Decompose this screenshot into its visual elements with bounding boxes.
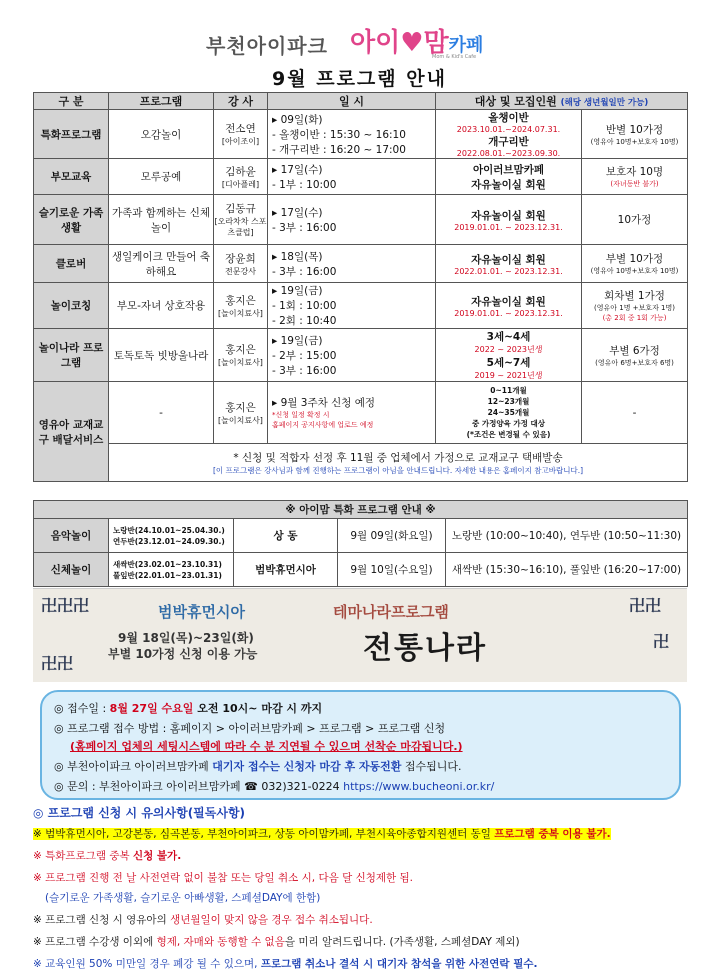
table-row	[34, 159, 688, 195]
table-note-row	[34, 444, 688, 482]
pattern-decoration: 卍	[653, 632, 670, 651]
info-date: ◎ 접수일 : 8월 27일 수요일 오전 10시~ 마감 시 까지	[54, 702, 323, 715]
row-datetime: ▸ 9월 3주차 신청 예정 *신청 일정 확정 시 홈페이지 공지사항에 업로드 예정	[268, 382, 436, 444]
special-date: 9월 09일(화요일)	[338, 519, 446, 553]
row-category: 놀이코칭	[34, 283, 109, 329]
website-link[interactable]: https://www.bucheoni.or.kr/	[343, 780, 495, 793]
row-capacity: -	[582, 382, 688, 444]
special-date: 9월 10일(수요일)	[338, 553, 446, 587]
special-title-row	[34, 501, 688, 519]
special-times: 새싹반 (15:30~16:10), 풀잎반 (16:20~17:00)	[446, 553, 688, 587]
row-target: 0~11개월 12~23개월 24~35개월 중 가정양육 가정 대상 (*조건은 변경될 수 있음)	[436, 382, 582, 444]
notes-heading: ◎ 프로그램 신청 시 유의사항(필독사항)	[33, 806, 246, 820]
row-target: 자유놀이실 회원 2022.01.01. ~ 2023.12.31.	[436, 245, 582, 283]
row-target: 올챙이반 2023.10.01.~2024.07.31. 개구리반 2022.08.01.~2023.09.30.	[436, 110, 582, 159]
table-header-row	[34, 93, 688, 110]
row-target: 아이러브맘카페 자유놀이실 회원	[436, 159, 582, 195]
logo-sub: Mom & Kid's Cafe	[432, 54, 477, 60]
note-item: ※ 프로그램 진행 전 날 사전연락 없이 불참 또는 당일 취소 시, 다음 달 신청제한 됨.	[33, 872, 413, 884]
row-program: 오감놀이	[109, 110, 214, 159]
row-target: 자유놀이실 회원 2019.01.01. ~ 2023.12.31.	[436, 195, 582, 245]
row-category: 슬기로운 가족생활	[34, 195, 109, 245]
table-row	[34, 110, 688, 159]
special-place: 범박휴먼시아	[234, 553, 338, 587]
table-row	[34, 382, 688, 444]
row-datetime: ▸ 18일(목) - 3부 : 16:00	[268, 245, 436, 283]
info-box	[40, 690, 681, 800]
row-datetime: ▸ 17일(수) - 1부 : 10:00	[268, 159, 436, 195]
row-program: 부모-자녀 상호작용	[109, 283, 214, 329]
row-capacity: 회차별 1가정 (영유아 1명 +보호자 1명) (총 2회 중 1회 가능)	[582, 283, 688, 329]
special-title: ※ 아이맘 특화 프로그램 안내 ※	[34, 501, 688, 519]
table-row	[34, 245, 688, 283]
pattern-decoration: 卍卍	[41, 654, 74, 673]
special-groups: 새싹반(23.02.01~23.10.31) 풀잎반(22.01.01~23.01.31)	[109, 553, 234, 587]
row-datetime: ▸ 17일(수) - 3부 : 16:00	[268, 195, 436, 245]
col-datetime: 일 시	[268, 93, 436, 110]
page-header	[0, 0, 719, 64]
col-category: 구 분	[34, 93, 109, 110]
row-teacher: 홍지은 [놀이치료사]	[214, 283, 268, 329]
table-row	[34, 195, 688, 245]
row-datetime: ▸ 19일(금) - 1회 : 10:00 - 2회 : 10:40	[268, 283, 436, 329]
col-teacher: 강 사	[214, 93, 268, 110]
row-capacity: 부별 10가정 (영유아 10명+보호자 10명)	[582, 245, 688, 283]
info-method: ◎ 프로그램 접수 방법 : 홈페이지 > 아이러브맘카페 > 프로그램 > 프로그램 신청	[54, 722, 446, 735]
note-item: ※ 범박휴먼시아, 고강본동, 심곡본동, 부천아이파크, 상동 아이맘카페, 부천시육아종합지원센터 동일 프로그램 중복 이용 불가.	[33, 828, 611, 840]
row-datetime: ▸ 19일(금) - 2부 : 15:00 - 3부 : 16:00	[268, 329, 436, 382]
info-delay-note: (홈페이지 업체의 세팅시스템에 따라 수 분 지연될 수 있으며 선착순 마감됩니다.)	[70, 740, 463, 753]
row-teacher: 홍지은 [놀이치료사]	[214, 382, 268, 444]
row-program: 모루공예	[109, 159, 214, 195]
note-item-sub: (슬기로운 가족생활, 슬기로운 아빠생활, 스페셜DAY에 한함)	[45, 892, 321, 904]
page-title: 9월 프로그램 안내	[272, 68, 447, 90]
special-times: 노랑반 (10:00~10:40), 연두반 (10:50~11:30)	[446, 519, 688, 553]
note-item: ※ 교육인원 50% 미만일 경우 폐강 될 수 있으며, 프로그램 취소나 결석 시 대기자 참석을 위한 사전연락 필수.	[33, 958, 538, 970]
row-teacher: 장윤희 전문강사	[214, 245, 268, 283]
logo-main: 아이♥맘	[350, 28, 449, 58]
row-teacher: 김하윤 [디아플레]	[214, 159, 268, 195]
banner-label: 테마나라프로그램	[333, 603, 449, 621]
note-item: ※ 프로그램 수강생 이외에 형제, 자매와 동행할 수 없음을 미리 알려드립니다. (가족생활, 스페셜DAY 제외)	[33, 936, 520, 948]
col-program: 프로그램	[109, 93, 214, 110]
pattern-decoration: 卍卍卍	[41, 596, 90, 615]
banner-place: 범박휴먼시아	[158, 603, 245, 621]
special-name: 음악놀이	[34, 519, 109, 553]
special-name: 신체놀이	[34, 553, 109, 587]
program-table	[33, 92, 688, 482]
row-category: 클로버	[34, 245, 109, 283]
special-table	[33, 500, 688, 587]
table-row	[34, 329, 688, 382]
row-datetime: ▸ 09일(화) - 올챙이반 : 15:30 ~ 16:10 - 개구리반 : 16:20 ~ 17:00	[268, 110, 436, 159]
theme-banner	[33, 588, 687, 682]
row-capacity: 반별 10가정 (영유아 10명+보호자 10명)	[582, 110, 688, 159]
row-program: 생일케이크 만들어 축하해요	[109, 245, 214, 283]
row-target: 3세~4세 2022 ~ 2023년생 5세~7세 2019 ~ 2021년생	[436, 329, 582, 382]
special-row	[34, 519, 688, 553]
note-item: ※ 특화프로그램 중복 신청 불가.	[33, 850, 182, 862]
banner-big-title: 전통나라	[363, 631, 487, 666]
logo-cafe: 카페	[448, 35, 484, 56]
pattern-decoration: 卍卍	[629, 596, 662, 615]
row-program: 가족과 함께하는 신체놀이	[109, 195, 214, 245]
row-capacity: 보호자 10명 (자녀동반 불가)	[582, 159, 688, 195]
row-teacher: 전소연 [아이조이]	[214, 110, 268, 159]
row-category: 부모교육	[34, 159, 109, 195]
info-waitlist: ◎ 부천아이파크 아이러브맘카페 대기자 접수는 신청자 마감 후 자동전환 접수됩니다.	[54, 760, 462, 773]
row-target: 자유놀이실 회원 2019.01.01. ~ 2023.12.31.	[436, 283, 582, 329]
delivery-note: * 신청 및 적합자 선정 후 11월 중 업체에서 가정으로 교재교구 택배발송 [이 프로그램은 강사님과 함께 진행하는 프로그램이 아님을 안내드립니다. 자세한 내용은 홈페이지 참고바랍니다.]	[109, 444, 688, 482]
note-item: ※ 프로그램 신청 시 영유아의 생년월일이 맞지 않을 경우 접수 취소됩니다.	[33, 914, 373, 926]
org-name: 부천아이파크	[206, 34, 328, 58]
row-category: 특화프로그램	[34, 110, 109, 159]
special-groups: 노랑반(24.10.01~25.04.30.) 연두반(23.12.01~24.09.30.)	[109, 519, 234, 553]
row-capacity: 부별 6가정 (영유아 6명+보호자 6명)	[582, 329, 688, 382]
col-target: 대상 및 모집인원 (해당 생년월일만 가능)	[436, 93, 688, 110]
row-capacity: 10가정	[582, 195, 688, 245]
row-program: -	[109, 382, 214, 444]
banner-sub: 부별 10가정 신청 이용 가능	[108, 647, 258, 661]
special-row	[34, 553, 688, 587]
banner-dates: 9월 18일(목)~23일(화)	[118, 631, 254, 645]
table-row	[34, 283, 688, 329]
row-category: 놀이나라 프로그램	[34, 329, 109, 382]
special-place: 상 동	[234, 519, 338, 553]
row-teacher: 홍지은 [놀이치료사]	[214, 329, 268, 382]
row-program: 토독토독 빗방울나라	[109, 329, 214, 382]
row-category: 영유아 교재교구 배달서비스	[34, 382, 109, 482]
info-contact: ◎ 문의 : 부천아이파크 아이러브맘카페 ☎ 032)321-0224 https://www.bucheoni.or.kr/	[54, 780, 495, 793]
row-teacher: 김동규 [오라차차 스포츠클럽]	[214, 195, 268, 245]
